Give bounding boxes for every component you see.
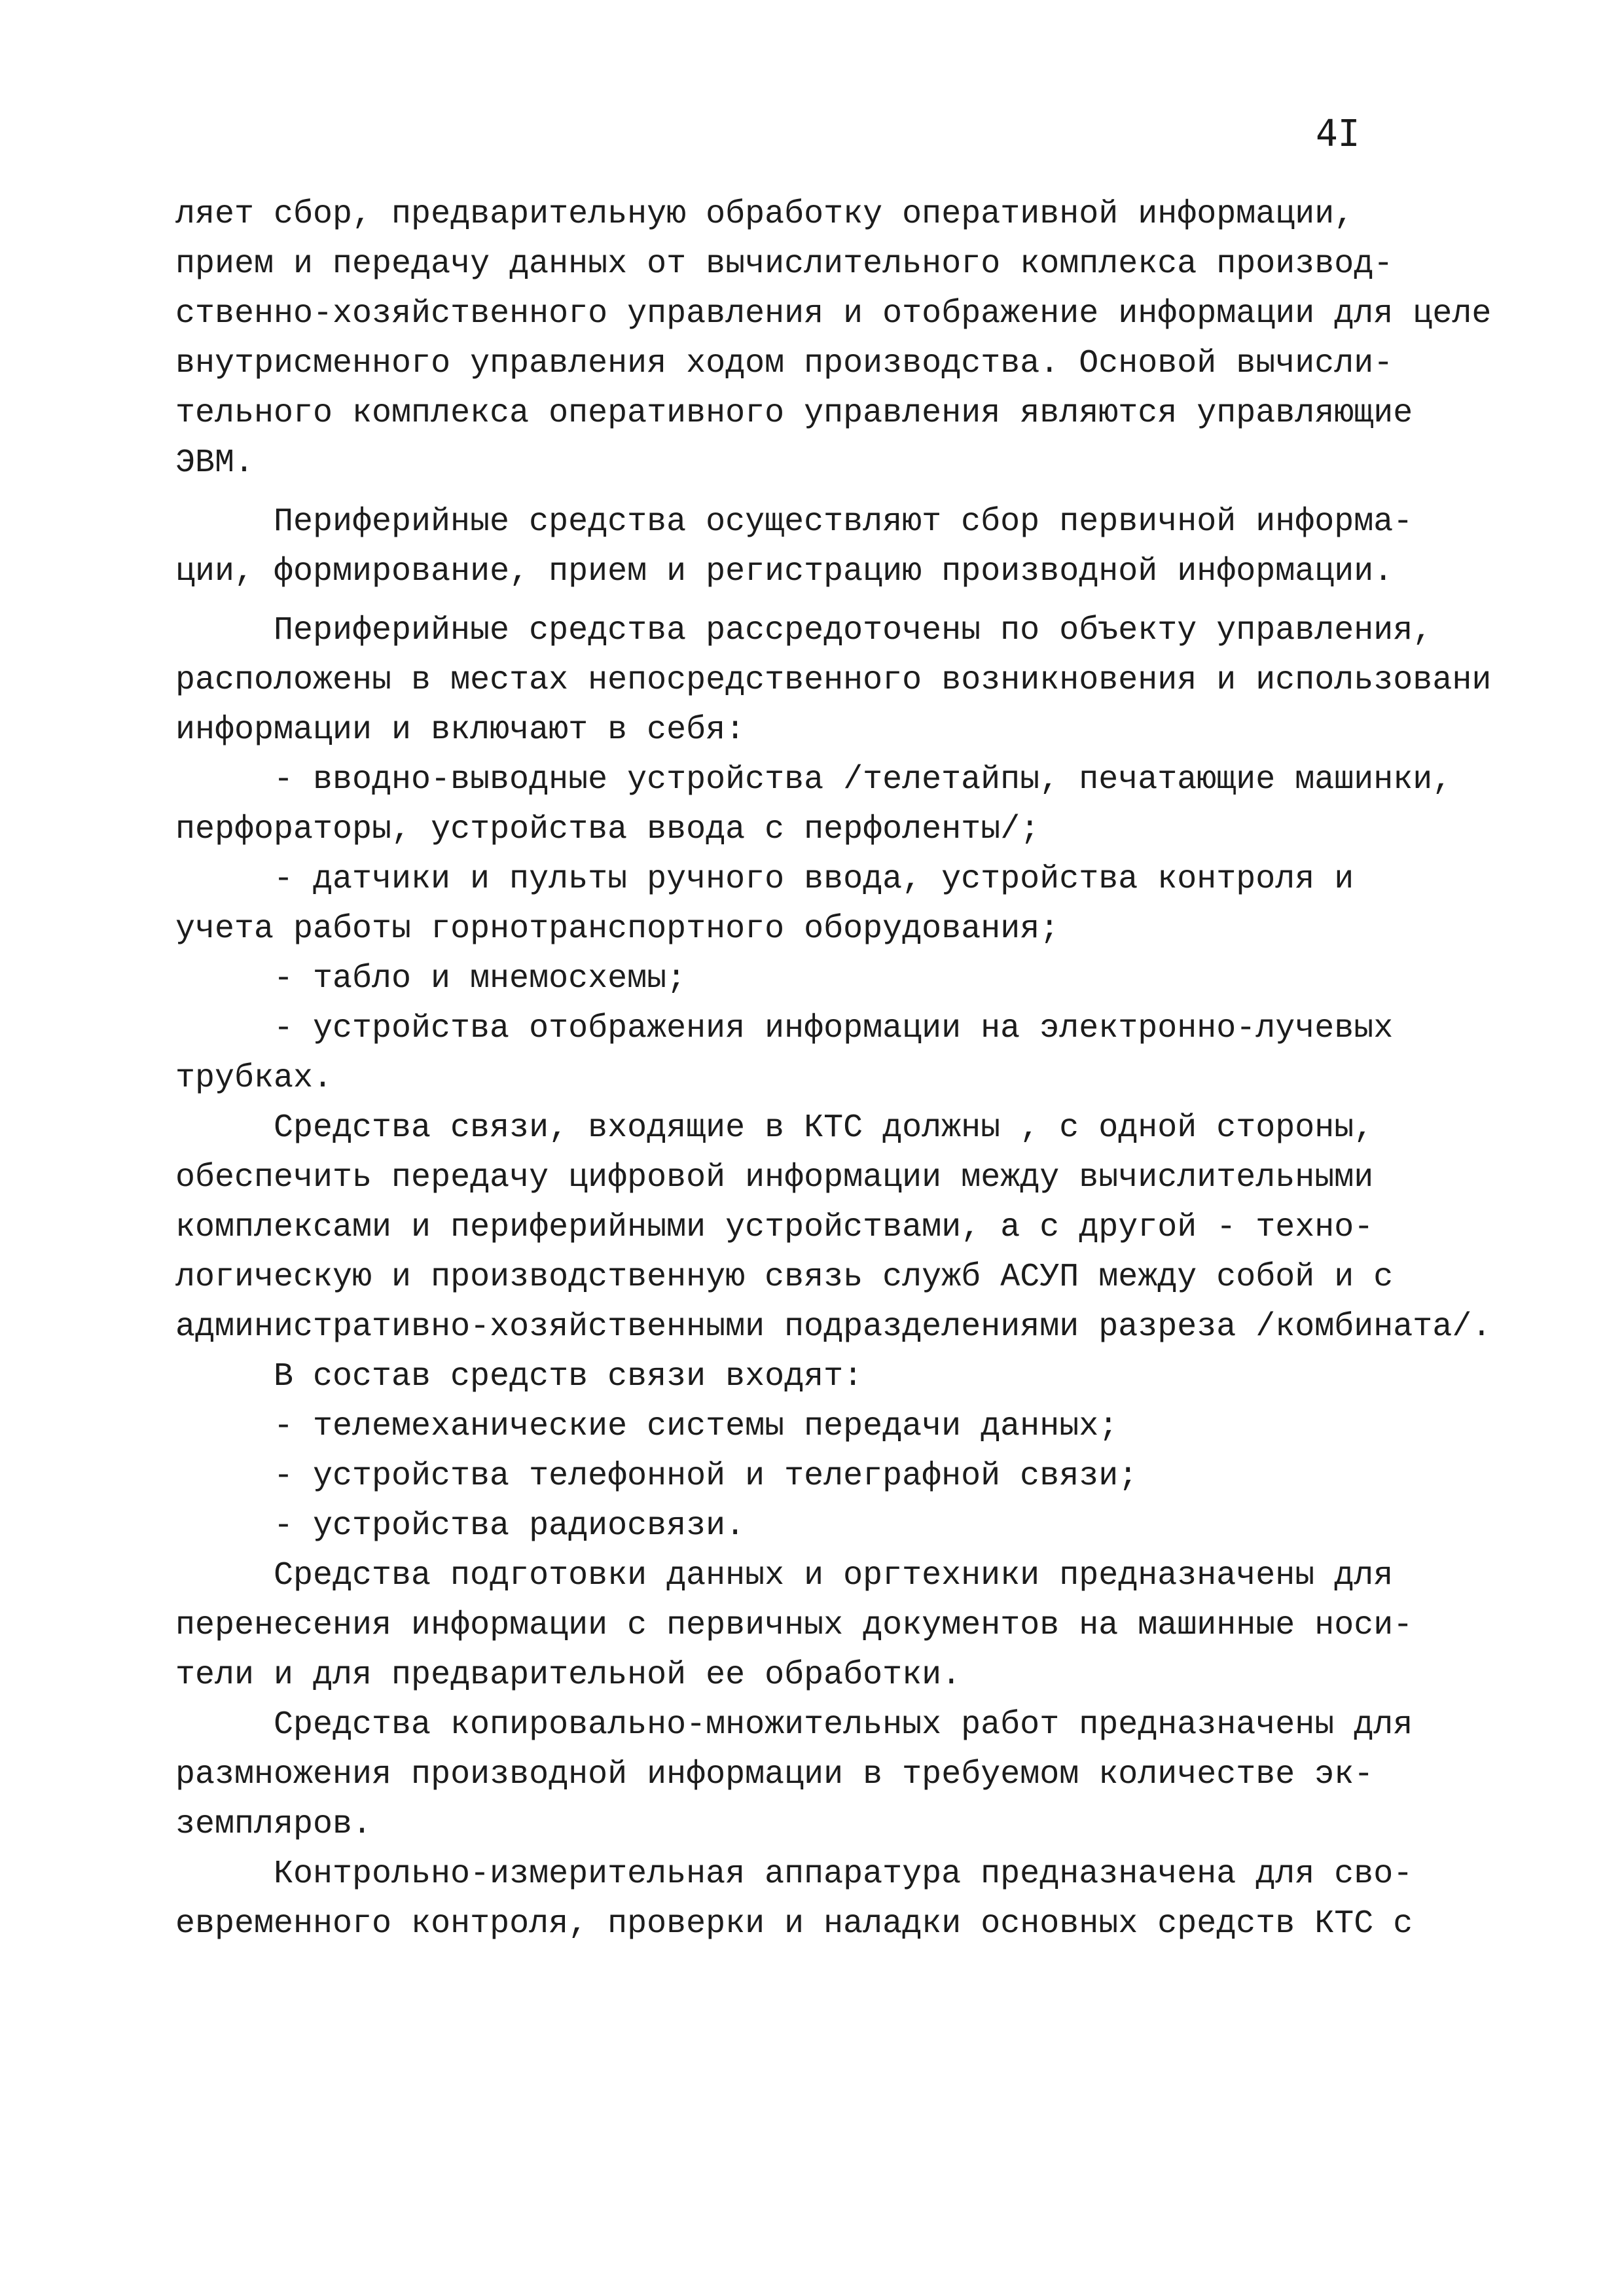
text-line: перенесения информации с первичных документов на машинные носи- <box>175 1607 1413 1644</box>
text-line: ЭВМ. <box>175 444 255 482</box>
text-line: комплексами и периферийными устройствами, а с другой - техно- <box>175 1209 1374 1246</box>
text-line: - вводно-выводные устройства /телетайпы, печатающие машинки, <box>274 761 1453 798</box>
text-line: - датчики и пульты ручного ввода, устройства контроля и <box>274 861 1354 898</box>
text-line: - телемеханические системы передачи данных; <box>274 1408 1119 1445</box>
text-line: административно-хозяйственными подразделениями разреза /комбината/. <box>175 1308 1492 1346</box>
text-line: - устройства радиосвязи. <box>274 1507 746 1545</box>
text-line: тельного комплекса оперативного управления являются управляющие <box>175 395 1413 432</box>
text-line: перфораторы, устройства ввода с перфоленты/; <box>175 811 1040 848</box>
text-line: Периферийные средства рассредоточены по объекту управления, <box>274 612 1433 649</box>
text-line: ственно-хозяйственного управления и отображение информации для целе <box>175 295 1492 332</box>
text-line: внутрисменного управления ходом производства. Основой вычисли- <box>175 345 1394 382</box>
text-line: Периферийные средства осуществляют сбор первичной информа- <box>274 503 1413 541</box>
body-text <box>175 190 1537 1949</box>
text-line: Средства копировально-множительных работ предназначены для <box>274 1706 1413 1744</box>
text-line: обеспечить передачу цифровой информации между вычислительными <box>175 1159 1374 1196</box>
text-line: евременного контроля, проверки и наладки основных средств КТС с <box>175 1905 1413 1943</box>
text-line: ляет сбор, предварительную обработку оперативной информации, <box>175 196 1354 233</box>
text-line: ции, формирование, прием и регистрацию производной информации. <box>175 553 1394 590</box>
text-line: тели и для предварительной ее обработки. <box>175 1657 962 1694</box>
text-line: - табло и мнемосхемы; <box>274 960 687 997</box>
text-line: земпляров. <box>175 1806 372 1843</box>
text-line: - устройства отображения информации на электронно-лучевых <box>274 1010 1394 1047</box>
page-number: 4I <box>1316 113 1360 155</box>
text-line: Контрольно-измерительная аппаратура предназначена для сво- <box>274 1856 1413 1893</box>
text-line: - устройства телефонной и телеграфной связи; <box>274 1458 1138 1495</box>
text-line: Средства подготовки данных и оргтехники предназначены для <box>274 1557 1394 1594</box>
text-line: учета работы горнотранспортного оборудования; <box>175 910 1060 948</box>
text-line: расположены в местах непосредственного возникновения и использовани <box>175 662 1492 699</box>
text-line: Средства связи, входящие в КТС должны , с одной стороны, <box>274 1109 1374 1147</box>
text-line: информации и включают в себя: <box>175 711 746 749</box>
text-line: размножения производной информации в требуемом количестве эк- <box>175 1756 1374 1793</box>
text-line: трубках. <box>175 1060 333 1097</box>
text-line: В состав средств связи входят: <box>274 1358 863 1395</box>
text-line: прием и передачу данных от вычислительного комплекса производ- <box>175 245 1394 283</box>
text-line: логическую и производственную связь служб АСУП между собой и с <box>175 1259 1394 1296</box>
